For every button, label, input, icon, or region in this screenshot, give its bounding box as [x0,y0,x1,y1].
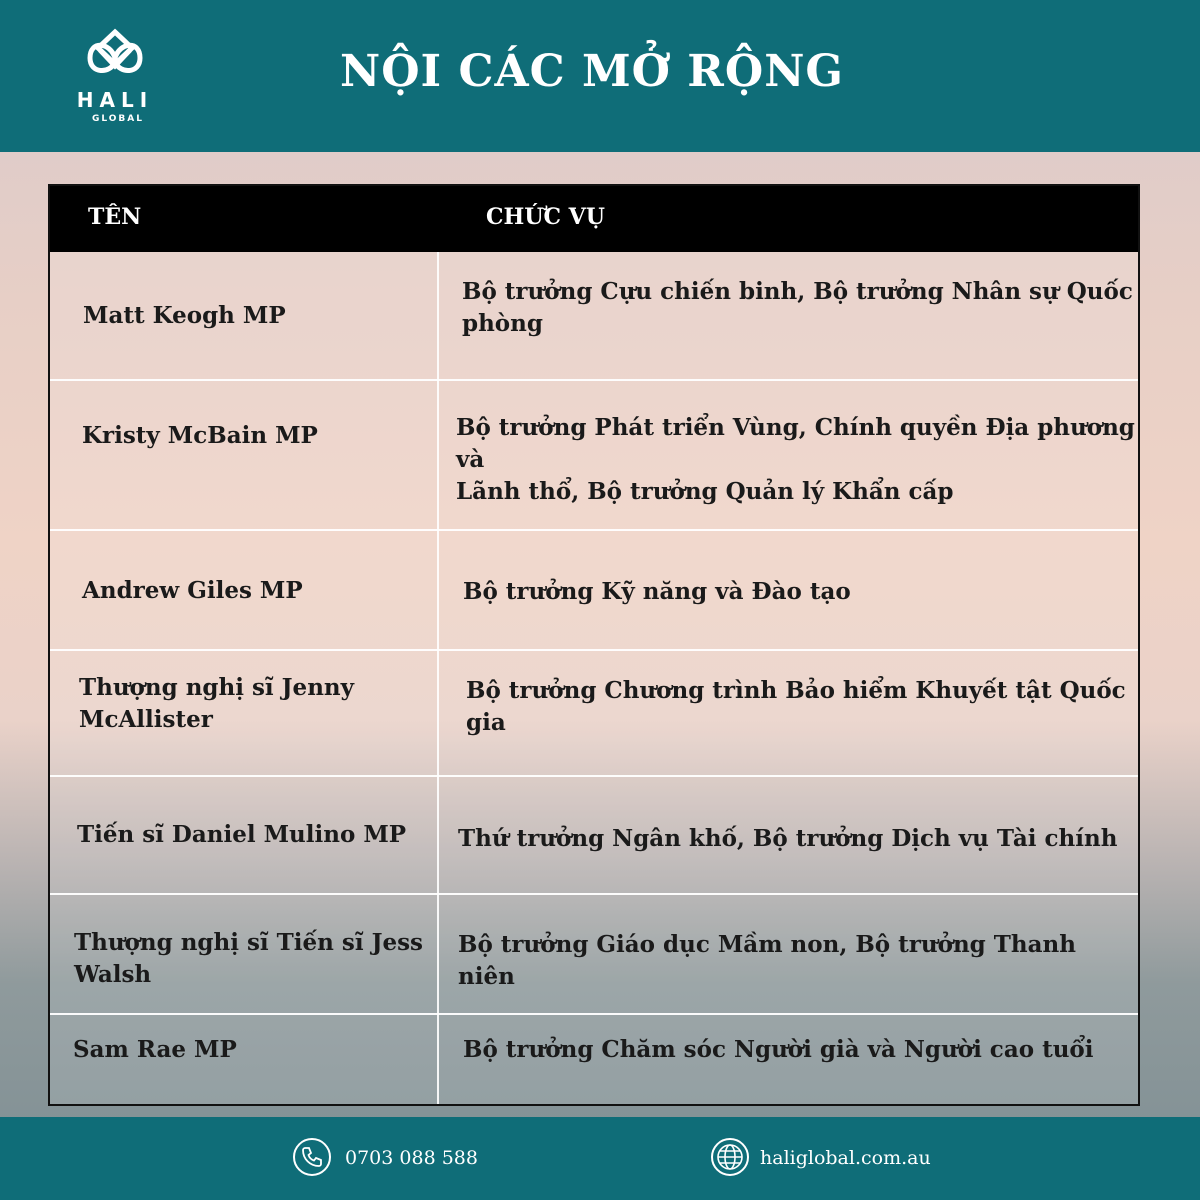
table-row-6-name: Thượng nghị sĩ Tiến sĩ Jess Walsh [74,929,423,988]
footer-bar [0,1117,1200,1200]
table-row-2-name: Kristy McBain MP [82,422,318,449]
globe-icon [710,1137,750,1177]
row-divider [50,649,1138,651]
table-row-5-position: Thứ trưởng Ngân khố, Bộ trưởng Dịch vụ Tài chính [458,825,1118,852]
footer-website[interactable]: haliglobal.com.au [760,1147,931,1169]
table-row-3-name: Andrew Giles MP [82,577,303,604]
table-row-5-name: Tiến sĩ Daniel Mulino MP [77,821,407,848]
row-divider [50,1013,1138,1015]
page-title: NỘI CÁC MỞ RỘNG [340,46,844,97]
footer-phone[interactable]: 0703 088 588 [345,1147,478,1169]
row-divider [50,379,1138,381]
table-row-7-name: Sam Rae MP [73,1036,237,1063]
table-row-1-position: Bộ trưởng Cựu chiến binh, Bộ trưởng Nhân sự Quốc phòng [462,278,1133,337]
table-row-7-position: Bộ trưởng Chăm sóc Người già và Người cao tuổi [463,1036,1094,1063]
table-row-1-name: Matt Keogh MP [83,302,286,329]
table-row-6-position: Bộ trưởng Giáo dục Mầm non, Bộ trưởng Thanh niên [458,931,1076,990]
cabinet-table [48,184,1140,1106]
table-row-4-name: Thượng nghị sĩ Jenny McAllister [79,674,355,733]
logo-name: HALI [76,88,154,112]
column-header-position: CHỨC VỤ [486,204,605,230]
row-divider [50,775,1138,777]
table-row-4-position: Bộ trưởng Chương trình Bảo hiểm Khuyết tật Quốc gia [466,677,1126,736]
row-divider [50,529,1138,531]
logo-subtitle: GLOBAL [91,114,144,124]
table-row-3-position: Bộ trưởng Kỹ năng và Đào tạo [463,578,851,605]
table-row-2-position: Bộ trưởng Phát triển Vùng, Chính quyền Địa phương và Lãnh thổ, Bộ trưởng Quản lý Khẩn cấp [456,414,1135,505]
header-bar [0,0,1200,152]
table-header-row [50,186,1138,252]
row-divider [50,893,1138,895]
column-header-name: TÊN [88,204,142,230]
phone-icon [292,1137,332,1177]
